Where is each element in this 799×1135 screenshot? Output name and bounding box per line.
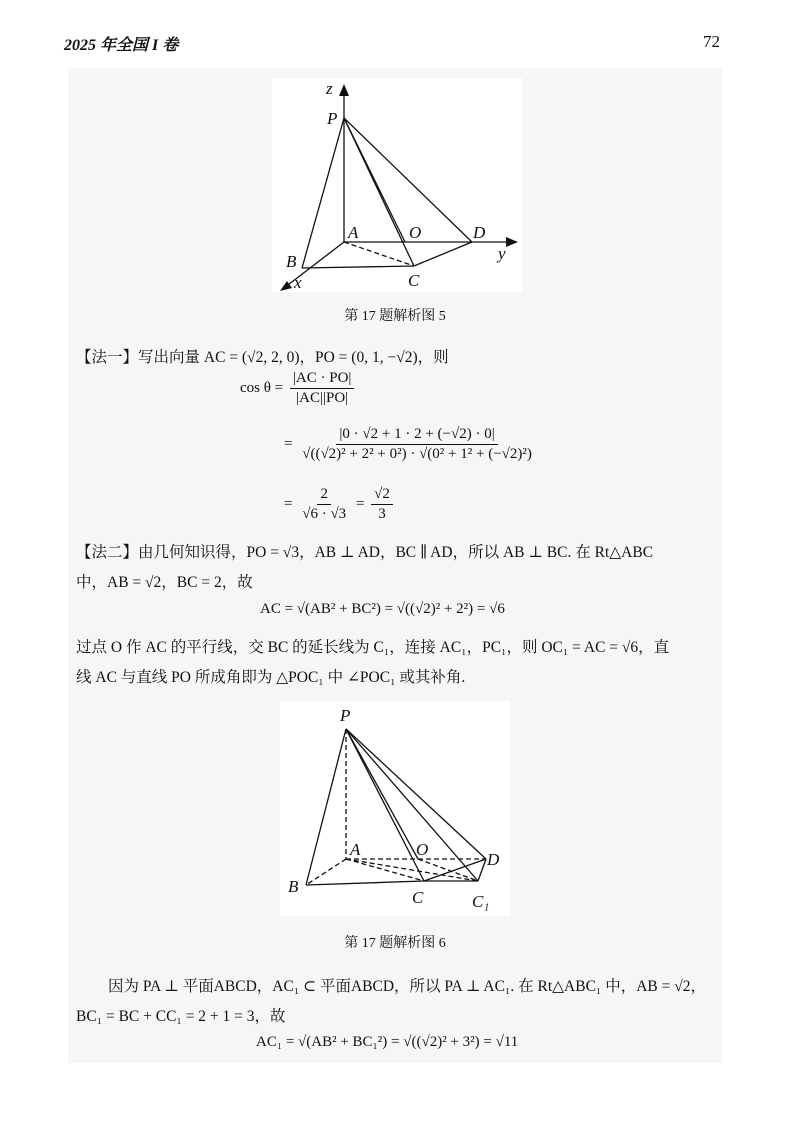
step3-fraction	[299, 486, 349, 523]
figure-5	[272, 78, 522, 292]
step3-numerator: 2	[317, 486, 331, 505]
method2-line4: 线 AC 与直线 PO 所成角即为 △POC₁ 中 ∠POC₁ 或其补角.	[76, 669, 466, 686]
cos-lhs: cos θ =	[240, 379, 284, 396]
step2-numerator: |0 · √2 + 1 · 2 + (−√2) · 0|	[336, 426, 497, 445]
page-number: 72	[703, 32, 720, 51]
label-P: P	[340, 706, 351, 725]
method2-line2: 中，AB = √2，BC = 2，故	[76, 574, 253, 591]
label-C: C	[408, 271, 420, 290]
z-axis-arrow-icon	[339, 84, 349, 96]
label-O: O	[409, 223, 422, 242]
label-B: B	[288, 877, 299, 896]
method2-eq1: AC = √(AB² + BC²) = √((√2)² + 2²) = √6	[260, 601, 505, 617]
cos-denominator: |AC||PO|	[296, 390, 349, 406]
step3-denominator: √6 · √3	[302, 506, 347, 522]
cos-fraction	[290, 370, 355, 407]
continuation-line1: 因为 PA ⊥ 平面ABCD，AC₁ ⊂ 平面ABCD，所以 PA ⊥ AC₁. 在 Rt△ABC₁ 中，AB = √2，	[108, 978, 706, 995]
figure-5-caption: 第 17 题解析图 5	[344, 309, 446, 324]
cos-step3	[284, 486, 396, 523]
eq-sign: =	[284, 495, 293, 512]
cos-equation	[240, 370, 357, 407]
label-O: O	[416, 840, 429, 859]
continuation-line2: BC₁ = BC + CC₁ = 2 + 1 = 3，故	[76, 1008, 286, 1025]
label-A: A	[350, 840, 361, 859]
method2-line3: 过点 O 作 AC 的平行线，交 BC 的延长线为 C₁，连接 AC₁，PC₁，则 OC₁ = AC = √6，直	[76, 639, 670, 656]
solution-panel	[68, 68, 722, 1063]
y-axis-arrow-icon	[506, 237, 518, 247]
running-header-title: 2025 年全国 I 卷	[64, 37, 179, 54]
method2-line1: 【法二】由几何知识得，PO = √3，AB ⊥ AD，BC ∥ AD，所以 AB ⊥ BC. 在 Rt△ABC	[76, 544, 654, 561]
method1-intro: 【法一】写出向量 AC = (√2, 2, 0)，PO = (0, 1, −√2)，则	[76, 349, 449, 366]
pyramid-diagram-5	[272, 78, 522, 292]
step2-fraction	[299, 426, 535, 463]
label-A: A	[348, 223, 359, 242]
label-C1: C₁	[472, 892, 490, 911]
result-denominator: 3	[378, 506, 386, 522]
cos-numerator: |AC · PO|	[290, 370, 355, 389]
continuation-eq: AC₁ = √(AB² + BC₁²) = √((√2)² + 3²) = √11	[256, 1034, 519, 1050]
figure-6	[280, 701, 510, 916]
label-D: D	[487, 850, 500, 869]
result-numerator: √2	[371, 486, 393, 505]
label-C: C	[412, 888, 424, 907]
cos-step2	[284, 426, 538, 463]
pyramid-diagram-6	[280, 701, 510, 916]
label-D: D	[473, 223, 486, 242]
step2-denominator: √((√2)² + 2² + 0²) · √(0² + 1² + (−√2)²)	[302, 446, 532, 462]
eq-sign-2: =	[355, 495, 365, 512]
eq-sign: =	[284, 435, 293, 452]
label-P: P	[327, 109, 338, 128]
figure-6-caption: 第 17 题解析图 6	[344, 936, 446, 951]
label-z: z	[326, 79, 333, 98]
label-B: B	[286, 252, 297, 271]
label-y: y	[498, 244, 506, 263]
label-x: x	[294, 273, 302, 292]
result-fraction	[371, 486, 393, 523]
